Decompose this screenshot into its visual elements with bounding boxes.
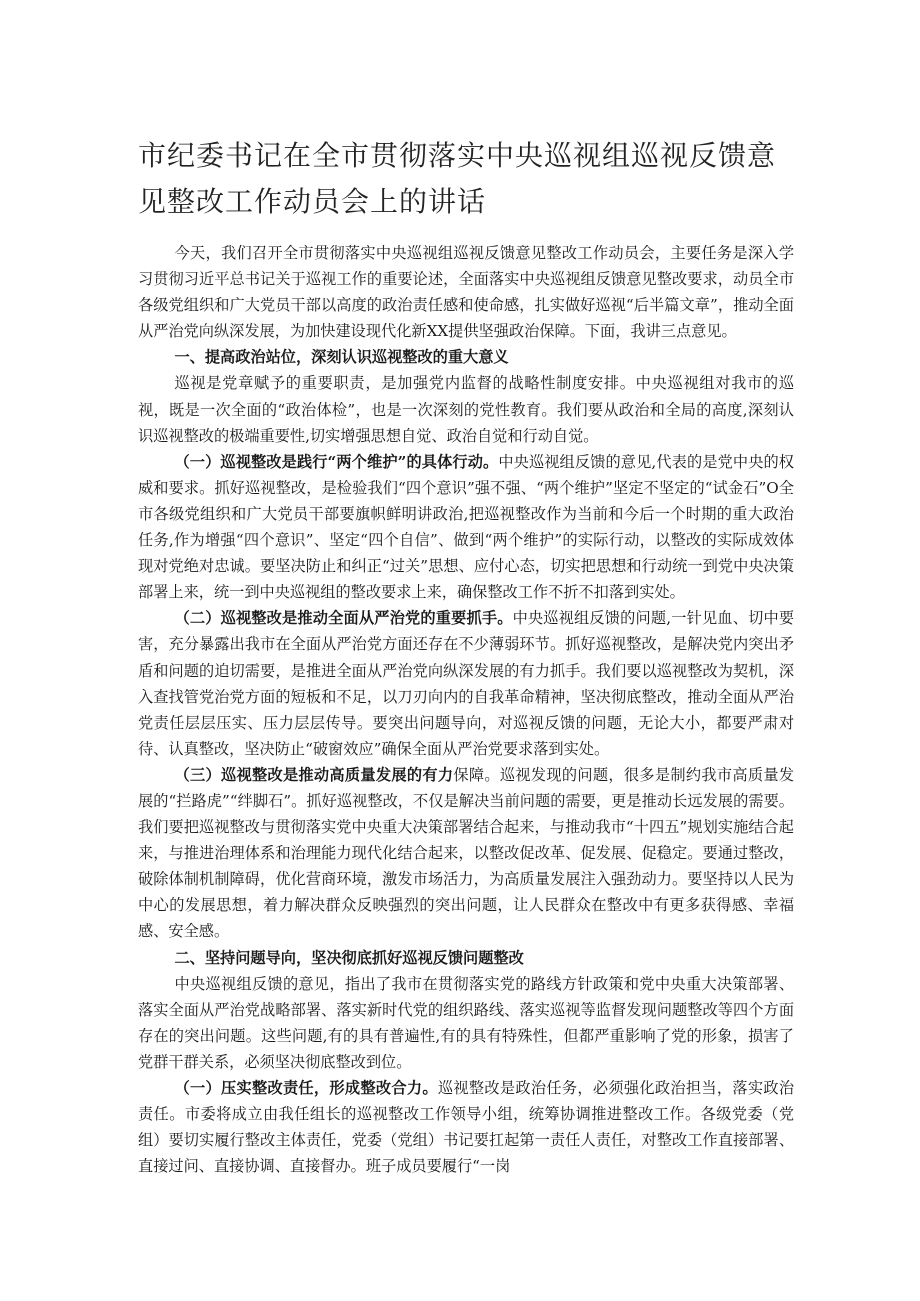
paragraph-text: 巡视是党章赋予的重要职责，是加强党内监督的战略性制度安排。中央巡视组对我市的巡视，既是一次全面的“政治体检”，也是一次深刻的党性教育。我们要从政治和全局的高度,深刻认识巡视整改的极端重要性,切实增强思想自觉、政治自觉和行动自觉。 [138, 374, 794, 445]
paragraph-text: 中央巡视组反馈的意见,代表的是党中央的权威和要求。抓好巡视整改，是检验我们“四个意识”强不强、“两个维护”坚定不坚定的“试金石”O全市各级党组织和广大党员干部要旗帜鲜明讲政治,把巡视整改作为当前和今后一个时期的重大政治任务,作为增强“四个意识”、坚定“四个自信”、做到“两个维护”的实际行动，以整改的实际成效体现对党绝对忠诚。要坚决防止和纠正“过关”思想、应付心态，切实把思想和行动统一到党中央决策部署上来，统一到中央巡视组的整改要求上来，确保整改工作不折不扣落到实处。 [138, 452, 794, 602]
paragraph-text: 巡视整改是政治任务，必须强化政治担当，落实政治责任。市委将成立由我任组长的巡视整改工作领导小组，统筹协调推进整改工作。各级党委（党组）要切实履行整改主体责任，党委（党组）书记要扛起第一责任人责任，对整改工作直接部署、直接过问、直接协调、直接督办。班子成员要履行“一岗 [138, 1079, 795, 1176]
paragraph-text: 中央巡视组反馈的问题,一针见血、切中要害，充分暴露出我市在全面从严治党方面还存在不少薄弱环节。抓好巡视整改，是解决党内突出矛盾和问题的迫切需要，是推进全面从严治党向纵深发展的有力抓手。我们要以巡视整改为契机，深入查找管党治党方面的短板和不足，以刀刃向内的自我革命精神，坚决彻底整改，推动全面从严治党责任层层压实、压力层层传导。要突出问题导向，对巡视反馈的问题，无论大小，都要严肃对待、认真整改，坚决防止“破窗效应”确保全面从严治党要求落到实处。 [138, 609, 795, 758]
section-2-point-1-paragraph [138, 1075, 794, 1179]
section-heading-2: 二、坚持问题导向，坚决彻底抓好巡视反馈问题整改 [174, 948, 524, 967]
paragraph-lead: （一）巡视整改是践行“两个维护”的具体行动。 [174, 452, 499, 471]
section-1-point-1-paragraph [138, 449, 794, 606]
section-2-intro-paragraph [138, 971, 794, 1075]
section-1-point-2-paragraph [138, 605, 794, 762]
paragraph-text: 中央巡视组反馈的意见，指出了我市在贯彻落实党的路线方针政策和党中央重大决策部署、落实全面从严治党战略部署、落实新时代党的组织路线、落实巡视等监督发现问题整改等四个方面存在的突出问题。这些问题,有的具有普遍性,有的具有特殊性，但都严重影响了党的形象，损害了党群干群关系，必须坚决彻底整改到位。 [138, 974, 794, 1071]
intro-paragraph [138, 240, 794, 344]
document-body [138, 240, 794, 1179]
paragraph-text: 保障。巡视发现的问题，很多是制约我市高质量发展的“拦路虎”“绊脚石”。抓好巡视整改，不仅是解决当前问题的需要，更是推动长远发展的需要。我们要把巡视整改与贯彻落实党中央重大决策部署结合起来，与推动我市“十四五”规划实施结合起来，与推进治理体系和治理能力现代化结合起来，以整改促改革、促发展、促稳定。要通过整改，破除体制机制障碍，优化营商环境，激发市场活力，为高质量发展注入强劲动力。要坚持以人民为中心的发展思想，着力解决群众反映强烈的突出问题，让人民群众在整改中有更多获得感、幸福感、安全感。 [138, 765, 795, 941]
section-1-point-3-paragraph [138, 762, 794, 945]
section-1-intro-paragraph [138, 370, 794, 448]
paragraph-lead: （三）巡视整改是推动高质量发展的有力 [174, 765, 454, 784]
section-heading-1: 一、提高政治站位，深刻认识巡视整改的重大意义 [174, 348, 509, 367]
paragraph-lead: （二）巡视整改是推动全面从严治党的重要抓手。 [174, 609, 513, 628]
paragraph-text: 今天，我们召开全市贯彻落实中央巡视组巡视反馈意见整改工作动员会，主要任务是深入学习贯彻习近平总书记关于巡视工作的重要论述，全面落实中央巡视组反馈意见整改要求，动员全市各级党组织和广大党员干部以高度的政治责任感和使命感，扎实做好巡视“后半篇文章”，推动全面从严治党向纵深发展，为加快建设现代化新XX提供坚强政治保障。下面，我讲三点意见。 [138, 244, 794, 341]
document-title: 市纪委书记在全市贯彻落实中央巡视组巡视反馈意见整改工作动员会上的讲话 [138, 139, 777, 218]
paragraph-lead: （一）压实整改责任，形成整改合力。 [174, 1079, 438, 1097]
